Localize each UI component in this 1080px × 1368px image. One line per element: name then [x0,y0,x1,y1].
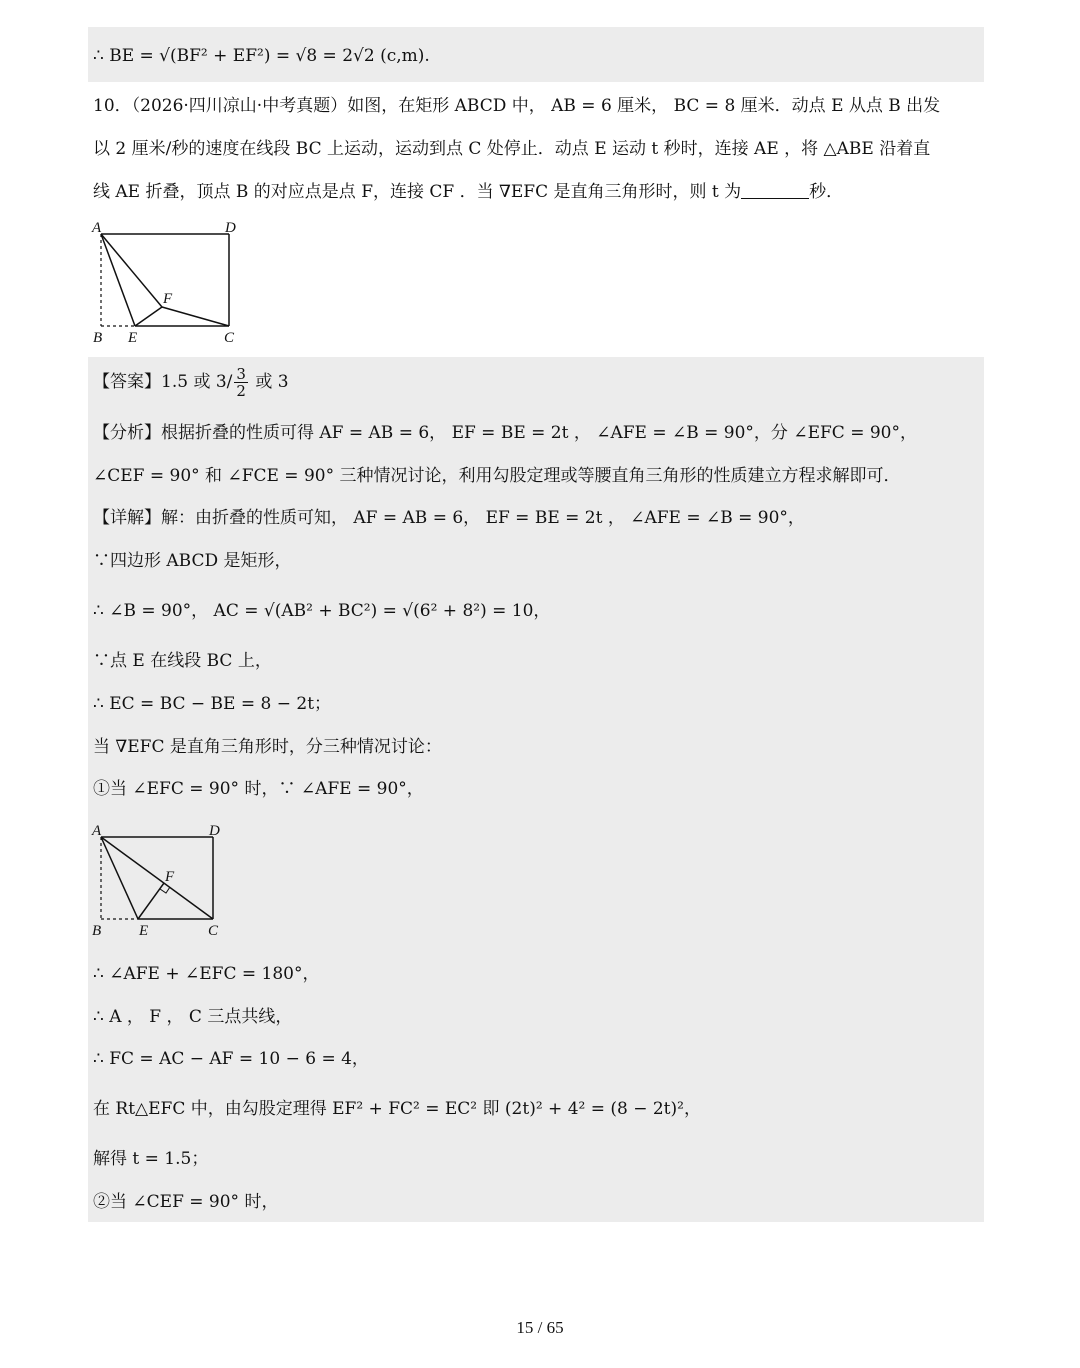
answer-fraction [234,366,248,399]
intro-line: ∴ BE = √(BF² + EF²) = √8 = 2√2 (c,m). [93,46,430,66]
detail-line-5: ∴ EC = BC − BE = 8 − 2t； [93,694,332,714]
answer-frac-num: 3 [236,365,246,383]
answer-frac-den: 2 [236,382,246,400]
answer-blank [741,182,809,199]
question-line-3-text: 线 AE 折叠，顶点 B 的对应点是点 F，连接 CF ．当 ∇EFC 是直角三角形时，则 t 为 [93,182,742,202]
detail-line-10: ∴ FC = AC − AF = 10 − 6 = 4， [93,1049,369,1069]
fig2-label-E: E [139,923,149,939]
analysis-line-2: ∠CEF = 90° 和 ∠FCE = 90° 三种情况讨论，利用勾股定理或等腰直角三角形的性质建立方程求解即可． [93,466,901,486]
detail-line-12: 解得 t = 1.5； [93,1149,209,1169]
question-line-1: 10．（2026·四川凉山·中考真题）如图，在矩形 ABCD 中， AB = 6 厘米， BC = 8 厘米．动点 E 从点 B 出发 [93,96,941,116]
question-line-3 [93,180,843,204]
figure-2-collinear-diagram [88,817,238,941]
fig2-label-D: D [209,823,220,839]
answer-prefix: 【答案】1.5 或 3/ [93,372,233,392]
fig2-label-C: C [208,923,219,939]
fig1-label-D: D [225,220,236,236]
detail-line-11: 在 Rt△EFC 中，由勾股定理得 EF² + FC² = EC² 即 (2t)² + 4² = (8 − 2t)²， [93,1099,701,1119]
fig1-label-C: C [224,330,235,346]
question-line-2: 以 2 厘米/秒的速度在线段 BC 上运动，运动到点 C 处停止．动点 E 运动 t 秒时，连接 AE ，将 △ABE 沿着直 [93,139,931,159]
detail-line-6: 当 ∇EFC 是直角三角形时，分三种情况讨论： [93,737,442,757]
detail-line-4: ∵点 E 在线段 BC 上， [93,651,272,671]
detail-line-7: ①当 ∠EFC = 90° 时，∵ ∠AFE = 90°， [93,779,424,799]
fig1-label-B: B [93,330,103,346]
question-line-3-tail: 秒． [809,182,844,202]
fig1-label-E: E [128,330,138,346]
analysis-line-1: 【分析】根据折叠的性质可得 AF = AB = 6， EF = BE = 2t ， ∠AFE = ∠B = 90°，分 ∠EFC = 90°， [93,423,917,443]
page-number: 15 / 65 [516,1318,564,1337]
detail-line-9: ∴ A ， F ， C 三点共线， [93,1007,293,1027]
detail-line-3: ∴ ∠B = 90°， AC = √(AB² + BC²) = √(6² + 8²) = 10， [93,601,551,621]
detail-line-13: ②当 ∠CEF = 90° 时， [93,1192,279,1212]
detail-line-1: 【详解】解：由折叠的性质可知， AF = AB = 6， EF = BE = 2t ， ∠AFE = ∠B = 90°， [93,508,805,528]
answer-line [93,366,289,399]
fig2-label-F: F [165,869,175,885]
detail-line-2: ∵四边形 ABCD 是矩形， [93,551,292,571]
fig2-label-B: B [92,923,102,939]
detail-line-8: ∴ ∠AFE + ∠EFC = 180°， [93,964,320,984]
fig1-label-A: A [92,220,102,236]
fig1-label-F: F [163,291,173,307]
fig2-label-A: A [92,823,102,839]
figure-1-rectangle-diagram [90,214,250,346]
answer-suffix: 或 3 [249,372,289,392]
